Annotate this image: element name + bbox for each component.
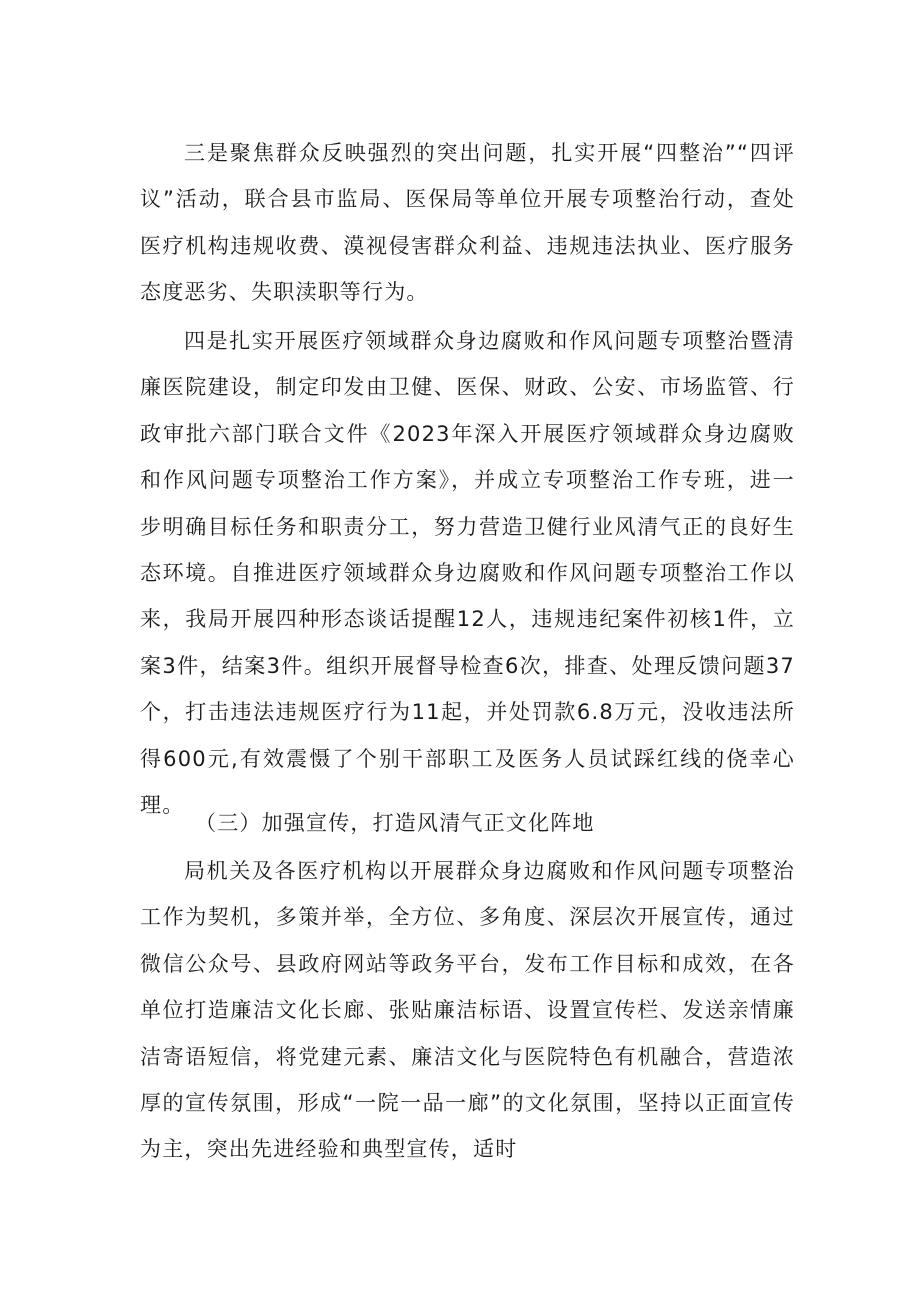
paragraph-rectification: 三是聚焦群众反映强烈的突出问题，扎实开展“四整治”“四评议”活动，联合县市监局、医保局等单位开展专项整治行动，查处医疗机构违规收费、漠视侵害群众利益、违规违法执业、医疗服务态度恶劣、失职渎职等行为。 bbox=[140, 141, 795, 305]
paragraph-special-campaign: 四是扎实开展医疗领域群众身边腐败和作风问题专项整治暨清廉医院建设，制定印发由卫健、医保、财政、公安、市场监管、行政审批六部门联合文件《2023年深入开展医疗领域群众身边腐败和作风问题专项整治工作方案》，并成立专项整治工作专班，进一步明确目标任务和职责分工，努力营造卫健行业风清气正的良好生态环境。自推进医疗领域群众身边腐败和作风问题专项整治工作以来，我局开展四种形态谈话提醒12人，违规违纪案件初核1件，立案3件，结案3件。组织开展督导检查6次，排查、处理反馈问题37个，打击违法违规医疗行为11起，并处罚款6.8万元，没收违法所得600元,有效震慑了个别干部职工及医务人员试踩红线的侥幸心理。 bbox=[140, 329, 795, 818]
section-heading: （三）加强宣传，打造风清气正文化阵地 bbox=[195, 811, 595, 835]
paragraph-publicity: 局机关及各医疗机构以开展群众身边腐败和作风问题专项整治工作为契机，多策并举，全方位、多角度、深层次开展宣传，通过微信公众号、县政府网站等政务平台，发布工作目标和成效，在各单位打造廉洁文化长廊、张贴廉洁标语、设置宣传栏、发送亲情廉洁寄语短信，将党建元素、廉洁文化与医院特色有机融合，营造浓厚的宣传氛围，形成“一院一品一廊”的文化氛围，坚持以正面宣传为主，突出先进经验和典型宣传，适时 bbox=[140, 859, 795, 1162]
